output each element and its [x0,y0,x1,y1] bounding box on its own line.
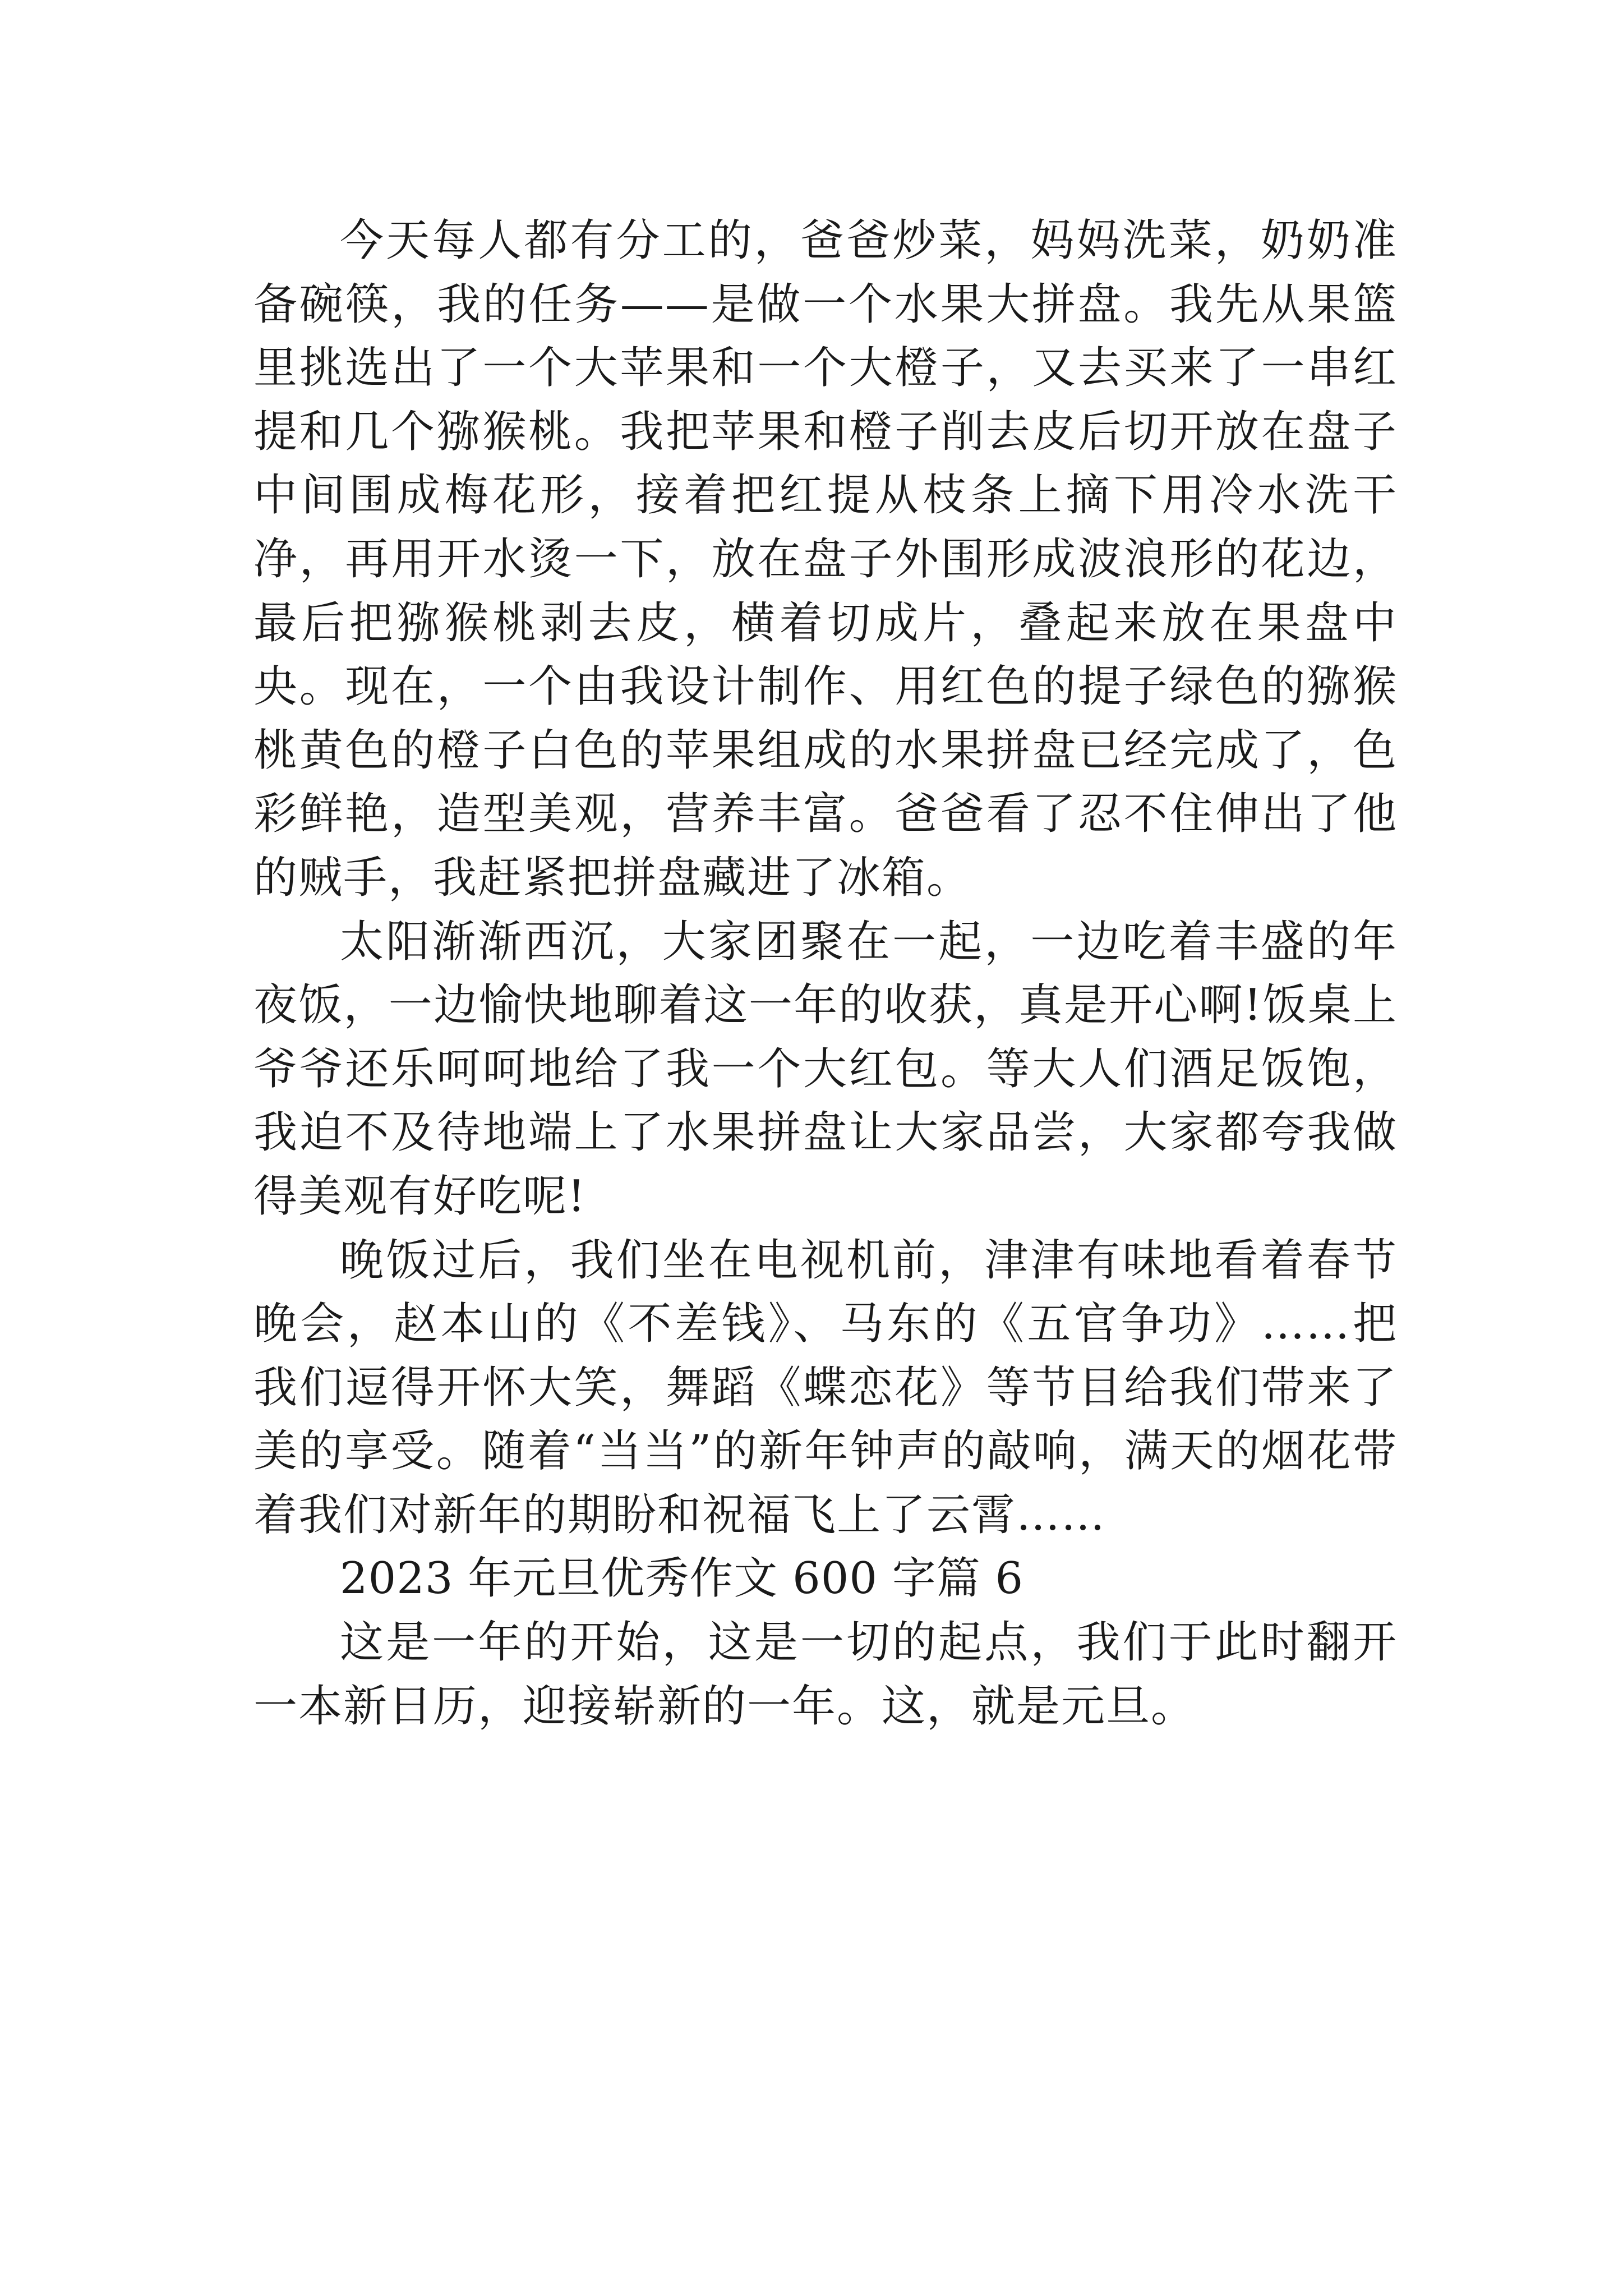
paragraph-new-day: 这是一年的开始，这是一切的起点，我们于此时翻开一本新日历，迎接崭新的一年。这，就是元旦。 [253,1617,1398,1732]
paragraph-new-year-dinner: 太阳渐渐西沉，大家团聚在一起，一边吃着丰盛的年夜饭，一边愉快地聊着这一年的收获，真是开心啊!饭桌上爷爷还乐呵呵地给了我一个大红包。等大人们酒足饭饱，我迫不及待地端上了水果拼盘让大家品尝，大家都夸我做得美观有好吃呢! [253,916,1398,1222]
document-body [253,209,1398,1738]
paragraph-fruit-platter: 今天每人都有分工的，爸爸炒菜，妈妈洗菜，奶奶准备碗筷，我的任务——是做一个水果大拼盘。我先从果篮里挑选出了一个大苹果和一个大橙子，又去买来了一串红提和几个猕猴桃。我把苹果和橙子削去皮后切开放在盘子中间围成梅花形，接着把红提从枝条上摘下用冷水洗干净，再用开水烫一下，放在盘子外围形成波浪形的花边，最后把猕猴桃剥去皮，横着切成片，叠起来放在果盘中央。现在，一个由我设计制作、用红色的提子绿色的猕猴桃黄色的橙子白色的苹果组成的水果拼盘已经完成了，色彩鲜艳，造型美观，营养丰富。爸爸看了忍不住伸出了他的贼手，我赶紧把拼盘藏进了冰箱。 [253,215,1398,903]
paragraph-spring-gala: 晚饭过后，我们坐在电视机前，津津有味地看着春节晚会，赵本山的《不差钱》、马东的《五官争功》……把我们逗得开怀大笑，舞蹈《蝶恋花》等节目给我们带来了美的享受。随着“当当”的新年钟声的敲响，满天的烟花带着我们对新年的期盼和祝福飞上了云霄…… [253,1235,1398,1540]
essay-heading: 2023 年元旦优秀作文 600 字篇 6 [340,1553,1024,1604]
